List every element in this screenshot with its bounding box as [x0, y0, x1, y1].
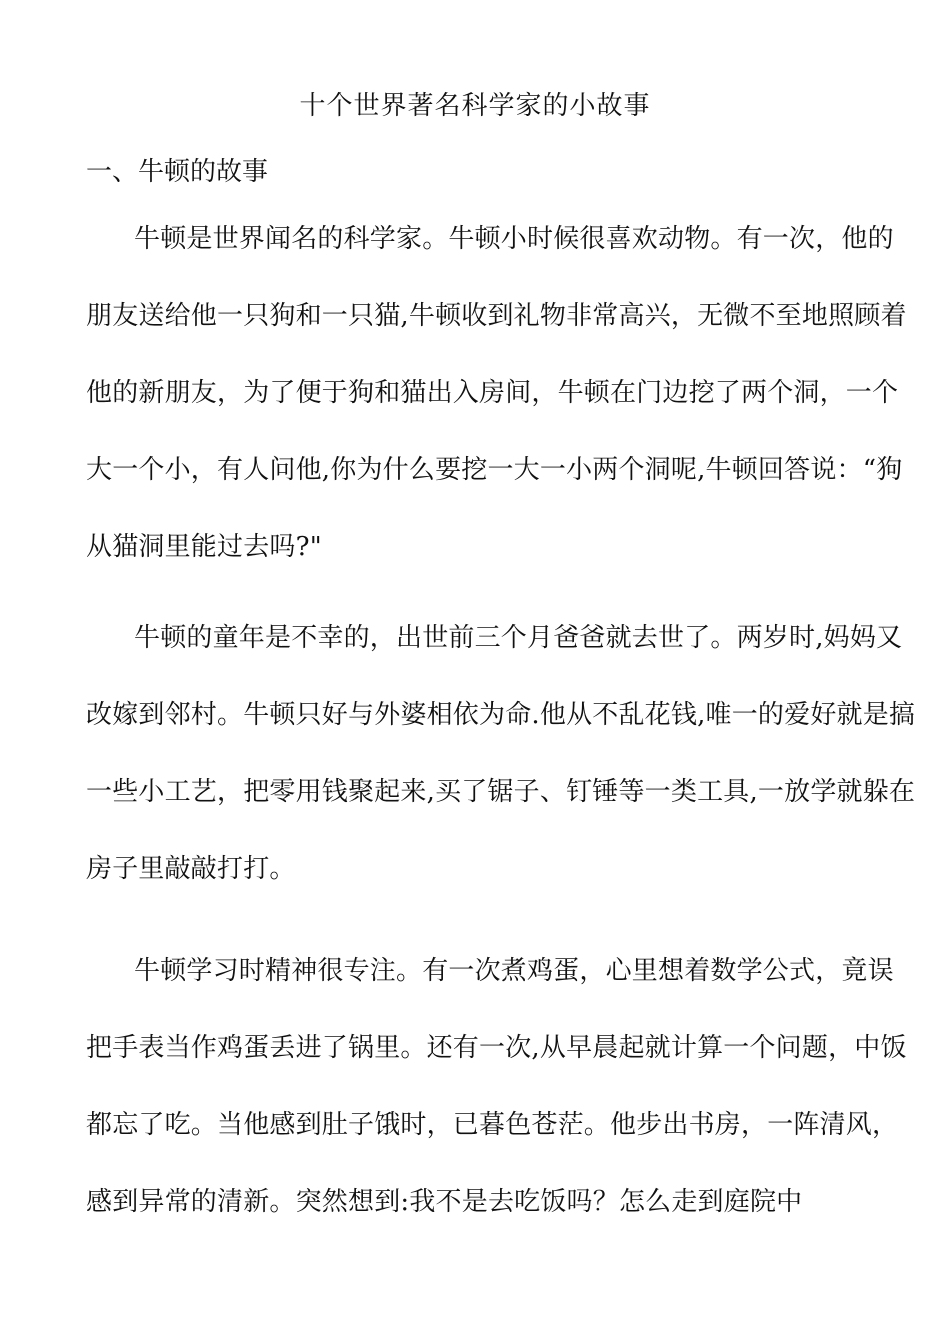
paragraph-line: 改嫁到邻村。牛顿只好与外婆相依为命.他从不乱花钱,唯一的爱好就是搞	[86, 700, 916, 730]
paragraph-line: 大一个小，有人问他,你为什么要挖一大一小两个洞呢,牛顿回答说：“狗	[86, 455, 903, 485]
paragraph-3	[86, 953, 907, 1261]
paragraph-line: 把手表当作鸡蛋丢进了锅里。还有一次,从早晨起就计算一个问题，中饭	[86, 1033, 907, 1063]
paragraph-line: 房子里敲敲打打。	[86, 854, 296, 884]
paragraph-line: 牛顿学习时精神很专注。有一次煮鸡蛋，心里想着数学公式，竟误	[134, 956, 894, 986]
section-heading: 一、牛顿的故事	[86, 157, 269, 187]
paragraph-line: 朋友送给他一只狗和一只猫,牛顿收到礼物非常高兴，无微不至地照顾着	[86, 301, 907, 331]
paragraph-1	[86, 221, 907, 606]
paragraph-2	[86, 620, 916, 928]
paragraph-line: 一些小工艺，把零用钱聚起来,买了锯子、钉锤等一类工具,一放学就躲在	[86, 777, 916, 807]
paragraph-line: 他的新朋友，为了便于狗和猫出入房间，牛顿在门边挖了两个洞，一个	[86, 378, 899, 408]
paragraph-line: 牛顿是世界闻名的科学家。牛顿小时候很喜欢动物。有一次，他的	[134, 224, 894, 254]
document-title: 十个世界著名科学家的小故事	[299, 91, 651, 121]
paragraph-line: 牛顿的童年是不幸的，出世前三个月爸爸就去世了。两岁时,妈妈又	[134, 623, 903, 653]
paragraph-line: 感到异常的清新。突然想到:我不是去吃饭吗？怎么走到庭院中	[86, 1187, 803, 1217]
paragraph-line: 从猫洞里能过去吗?"	[86, 532, 322, 562]
paragraph-line: 都忘了吃。当他感到肚子饿时，已暮色苍茫。他步出书房，一阵清风，	[86, 1110, 899, 1140]
